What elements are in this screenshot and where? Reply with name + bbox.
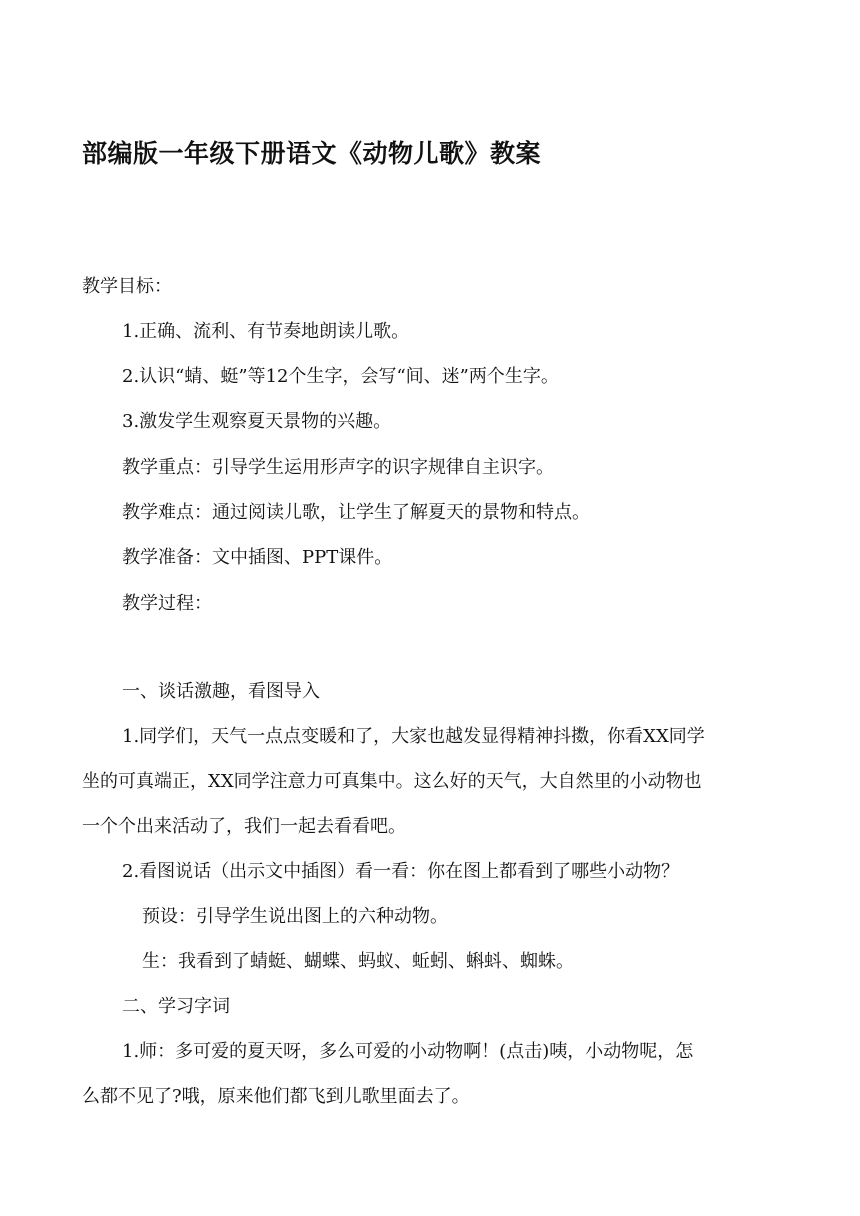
goal-item-2: 2.认识“蜻、蜓”等12个生字，会写“间、迷”两个生字。 [122, 366, 559, 387]
teaching-difficulty: 教学难点：通过阅读儿歌，让学生了解夏天的景物和特点。 [122, 502, 590, 523]
paragraph-line: 坐的可真端正，XX同学注意力可真集中。这么好的天气，大自然里的小动物也 [82, 771, 702, 792]
section-heading-words: 二、学习字词 [122, 996, 230, 1017]
document-title: 部编版一年级下册语文《动物儿歌》教案 [82, 139, 542, 168]
paragraph-line: 预设：引导学生说出图上的六种动物。 [142, 906, 448, 927]
goal-item-3: 3.激发学生观察夏天景物的兴趣。 [122, 411, 392, 432]
paragraph-line: 1.同学们，天气一点点变暖和了，大家也越发显得精神抖擞，你看XX同学 [122, 726, 705, 747]
goal-item-1: 1.正确、流利、有节奏地朗读儿歌。 [122, 321, 410, 342]
paragraph-line: 一个个出来活动了，我们一起去看看吧。 [82, 816, 406, 837]
paragraph-line: 1.师：多可爱的夏天呀，多么可爱的小动物啊！(点击)咦，小动物呢，怎 [122, 1041, 694, 1062]
teaching-focus: 教学重点：引导学生运用形声字的识字规律自主识字。 [122, 457, 554, 478]
section-heading-process: 教学过程： [122, 593, 212, 614]
paragraph-line: 2.看图说话（出示文中插图）看一看：你在图上都看到了哪些小动物？ [122, 861, 680, 882]
paragraph-line: 生：我看到了蜻蜓、蝴蝶、蚂蚁、蚯蚓、蝌蚪、蜘蛛。 [142, 951, 574, 972]
paragraph-line: 么都不见了?哦，原来他们都飞到儿歌里面去了。 [82, 1086, 470, 1107]
section-heading-intro: 一、谈话激趣，看图导入 [122, 681, 320, 702]
teaching-preparation: 教学准备：文中插图、PPT课件。 [122, 547, 393, 568]
section-heading-goals: 教学目标： [82, 276, 172, 297]
